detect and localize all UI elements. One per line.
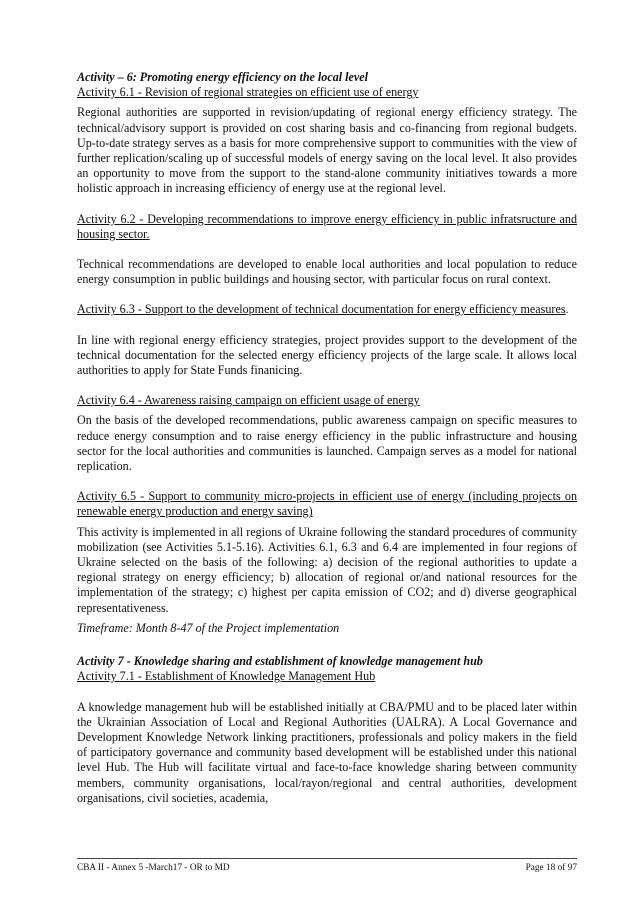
activity-6-2-text: Technical recommendations are developed to enable local authorities and local population to reduce energy consumption in public buildings and housing sector, with particular focus on rural context. — [77, 257, 577, 287]
activity-7-1-title: Activity 7.1 - Establishment of Knowledge Management Hub — [77, 669, 376, 684]
activity-6-3-text: In line with regional energy efficiency strategies, project provides support to the development of the technical documentation for the selected energy efficiency projects of the large scale. It allows local authorities to apply for State Funds finanicing. — [77, 332, 577, 378]
activity-6-4-title: Activity 6.4 - Awareness raising campaign on efficient usage of energy — [77, 393, 420, 408]
page-content — [77, 70, 577, 806]
activity-6-3-title: Activity 6.3 - Support to the development of technical documentation for energy efficiency measures — [77, 302, 566, 317]
activity-6-5-text: This activity is implemented in all regions of Ukraine following the standard procedures of community mobilization (see Activities 5.1-5.16). Activities 6.1, 6.3 and 6.4 are implemented in four regions of Ukraine selected on the basis of the following: a) decision of the regional authorities to update a regional strategy on energy efficiency; b) allocation of regional or/and national resources for the implementation of the strategy; c) highest per capita emission of CO2; and d) diverse geographical representativeness. — [77, 524, 577, 615]
footer-document-reference: CBA II - Annex 5 -March17 - OR to MD — [77, 863, 230, 873]
activity-6-heading: Activity – 6: Promoting energy efficiency on the local level — [77, 70, 368, 84]
activity-7-heading: Activity 7 - Knowledge sharing and establishment of knowledge management hub — [77, 654, 483, 669]
activity-7-1-text: A knowledge management hub will be established initially at CBA/PMU and to be placed later within the Ukrainian Association of Local and Regional Authorities (UALRA). A Local Governance and Development Knowledge Network linking practitioners, professionals and policy makers in the field of participatory governance and community based development will be established under this national level Hub. The Hub will facilitate virtual and face-to-face knowledge sharing between community members, community organisations, local/rayon/regional and central authorities, development organisations, civil societies, academia, — [77, 699, 577, 805]
activity-6-1-text: Regional authorities are supported in revision/updating of regional energy efficiency strategy. The technical/advisory support is provided on cost sharing basis and co-financing from regional budgets. Up-to-date strategy serves as a basis for more comprehensive support to communities with the view of further replication/scaling up of successful models of energy saving on the local level. It also provides an opportunity to move from the support to the stand-alone community initiatives towards a more holistic approach in increasing efficiency of energy use at the regional level. — [77, 105, 577, 196]
activity-6-5-title: Activity 6.5 - Support to community micro-projects in efficient use of energy (including projects on renewable energy production and energy saving) — [77, 489, 577, 519]
activity-6-5-timeframe: Timeframe: Month 8-47 of the Project implementation — [77, 620, 340, 635]
activity-6-1-title: Activity 6.1 - Revision of regional strategies on efficient use of energy — [77, 85, 419, 100]
activity-6-3-title-suffix: . — [565, 302, 569, 317]
activity-6-4-text: On the basis of the developed recommendations, public awareness campaign on specific measures to reduce energy consumption and to raise energy efficiency in the public infrastructure and housing sector for the local authorities and communities is launched. Campaign serves as a model for national replication. — [77, 413, 577, 474]
footer-page-number: Page 18 of 97 — [525, 863, 577, 873]
footer-divider — [77, 858, 577, 859]
activity-6-3-title-line — [77, 302, 577, 317]
activity-6-2-title: Activity 6.2 - Developing recommendations to improve energy efficiency in public infratsructure and housing sector. — [77, 211, 577, 241]
